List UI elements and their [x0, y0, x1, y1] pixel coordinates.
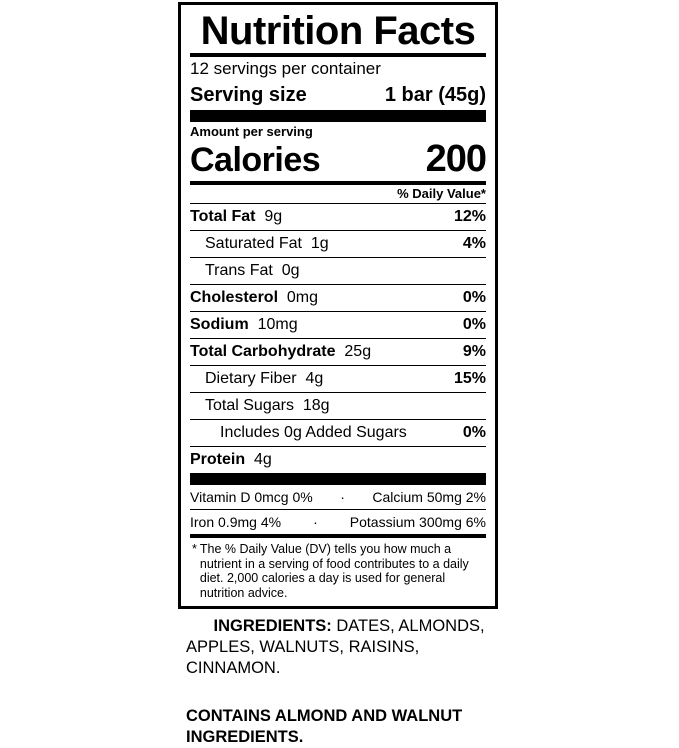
table-row: [190, 312, 486, 338]
vitamin-row: [190, 485, 486, 509]
table-row: [190, 447, 486, 473]
divider-under-protein: [190, 473, 486, 485]
nutrient-name: Saturated Fat 1g: [205, 235, 329, 252]
servings-per-container: 12 servings per container: [190, 59, 381, 78]
nutrient-name: Protein 4g: [190, 451, 272, 468]
daily-value-header: % Daily Value*: [397, 186, 486, 201]
serving-size-value: 1 bar (45g): [384, 84, 486, 106]
nutrient-name: Includes 0g Added Sugars: [220, 424, 407, 441]
nutrient-dv: 9%: [462, 343, 486, 360]
divider-under-serving-size: [190, 110, 486, 122]
footnote-text: The % Daily Value (DV) tells you how much a nutrient in a serving of food contributes to a daily diet. 2,000 calories a day is used for general nutrition advice.: [199, 542, 469, 600]
nutrient-dv: 15%: [453, 370, 486, 387]
serving-size-label: Serving size: [190, 84, 307, 106]
nutrient-dv: 0%: [462, 424, 486, 441]
table-row: [190, 258, 486, 284]
nutrient-name: Total Sugars 18g: [205, 397, 330, 414]
nutrient-dv: 0%: [462, 289, 486, 306]
nutrient-name: Cholesterol 0mg: [190, 289, 319, 306]
amount-per-serving-label: Amount per serving: [190, 124, 313, 139]
table-row: [190, 366, 486, 392]
calories-row: [190, 140, 486, 181]
ingredients-block: [186, 595, 516, 748]
separator-dot: ·: [313, 514, 318, 530]
calcium-value: Calcium 50mg 2%: [372, 489, 486, 505]
ingredients-heading: INGREDIENTS:: [213, 617, 332, 635]
table-row: [190, 285, 486, 311]
nutrient-name: Trans Fat 0g: [205, 262, 300, 279]
nutrient-name: Total Fat 9g: [190, 208, 283, 225]
ingredients-line: [186, 595, 516, 700]
table-row: [190, 393, 486, 419]
footnote-star: *: [192, 542, 197, 556]
separator-dot: ·: [340, 489, 345, 505]
table-row: [190, 204, 486, 230]
table-row: [190, 231, 486, 257]
serving-size-row: [190, 82, 486, 110]
potassium-value: Potassium 300mg 6%: [349, 514, 486, 530]
calories-value: 200: [425, 138, 486, 180]
calories-label: Calories: [190, 141, 321, 179]
iron-value: Iron 0.9mg 4%: [190, 514, 282, 530]
ingredients-list: DATES, ALMONDS, APPLES, WALNUTS, RAISINS, CINNAMON.: [186, 617, 489, 677]
table-row: [190, 339, 486, 365]
vitamin-row: [190, 510, 486, 534]
nutrition-facts-title: Nutrition Facts: [200, 9, 476, 53]
nutrient-dv: 0%: [462, 316, 486, 333]
nutrient-dv: 4%: [462, 235, 486, 252]
vitamin-d-value: Vitamin D 0mcg 0%: [190, 489, 313, 505]
contains-statement: CONTAINS ALMOND AND WALNUT INGREDIENTS.: [186, 707, 463, 746]
nutrient-name: Total Carbohydrate 25g: [190, 343, 372, 360]
nutrient-name: Sodium 10mg: [190, 316, 298, 333]
nutrient-dv: 12%: [453, 208, 486, 225]
nutrition-facts-panel: [178, 2, 498, 609]
daily-value-footnote: [190, 538, 486, 600]
nutrient-name: Dietary Fiber 4g: [205, 370, 324, 387]
table-row: [190, 420, 486, 446]
nutrient-rows: [190, 204, 486, 473]
